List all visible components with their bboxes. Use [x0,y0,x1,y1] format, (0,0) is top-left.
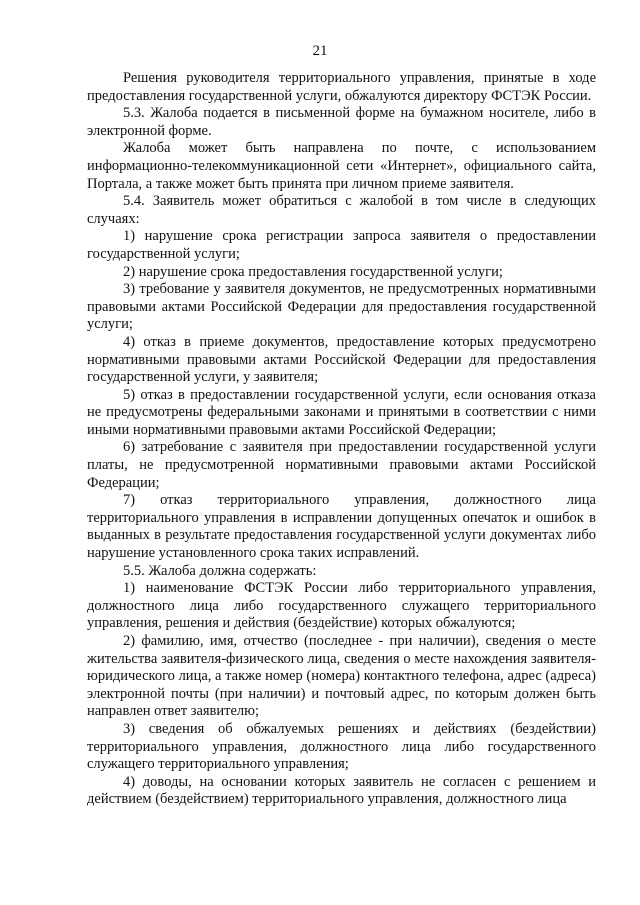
list-item-5-4-5: 5) отказ в предоставлении государственной услуги, если основания отказа не предусмотрены федеральными законами и принятыми в соответствии с ними иными нормативными правовыми актами Российской Федерации; [87,386,596,438]
paragraph-5-4: 5.4. Заявитель может обратиться с жалобой в том числе в следующих случаях: [87,193,596,227]
list-item-5-4-6: 6) затребование с заявителя при предоставлении государственной услуги платы, не предусмотренной нормативными правовыми актами Российской Федерации; [87,439,596,491]
list-item-5-4-3: 3) требование у заявителя документов, не предусмотренных нормативными правовыми актами Российской Федерации для предоставления государственной услуги; [87,281,596,333]
document-body [87,70,596,809]
paragraph-5-5: 5.5. Жалоба должна содержать: [123,562,317,579]
list-item-5-5-1: 1) наименование ФСТЭК России либо территориального управления, должностного лица либо государственного служащего территориального управления, решения и действия (бездействие) которых обжалуются; [87,580,596,632]
list-item-5-4-1: 1) нарушение срока регистрации запроса заявителя о предоставлении государственной услуги; [87,228,596,262]
paragraph-appeal-to-director: Решения руководителя территориального управления, принятые в ходе предоставления государственной услуги, обжалуются директору ФСТЭК России. [87,70,596,104]
page-number: 21 [312,43,328,59]
list-item-5-4-4: 4) отказ в приеме документов, предоставление которых предусмотрено нормативными правовыми актами Российской Федерации для предоставления государственной услуги, у заявителя; [87,333,596,386]
list-item-5-4-7: 7) отказ территориального управления, должностного лица территориального управления в исправлении допущенных опечаток и ошибок в выданных в результате предоставления государственной услуги документах либо нарушение установленного срока таких исправлений. [87,492,596,562]
paragraph-5-3: 5.3. Жалоба подается в письменной форме на бумажном носителе, либо в электронной форме. [87,105,596,139]
list-item-5-5-2: 2) фамилию, имя, отчество (последнее - при наличии), сведения о месте жительства заявителя-физического лица, сведения о месте нахождения заявителя-юридического лица, а также номер (номера) контактного телефона, адрес (адреса) электронной почты (при наличии) и почтовый адрес, по которым должен быть направлен ответ заявителю; [87,633,596,720]
list-item-5-5-3: 3) сведения об обжалуемых решениях и действиях (бездействии) территориального управления, должностного лица либо государственного служащего территориального управления; [87,720,596,773]
paragraph-submission-channels: Жалоба может быть направлена по почте, с использованием информационно-телекоммуникационной сети «Интернет», официального сайта, Портала, а также может быть принята при личном приеме заявителя. [87,140,596,192]
list-item-5-4-2: 2) нарушение срока предоставления государственной услуги; [123,263,503,280]
list-item-5-5-4: 4) доводы, на основании которых заявитель не согласен с решением и действием (бездействием) территориального управления, должностного лица [87,773,596,808]
